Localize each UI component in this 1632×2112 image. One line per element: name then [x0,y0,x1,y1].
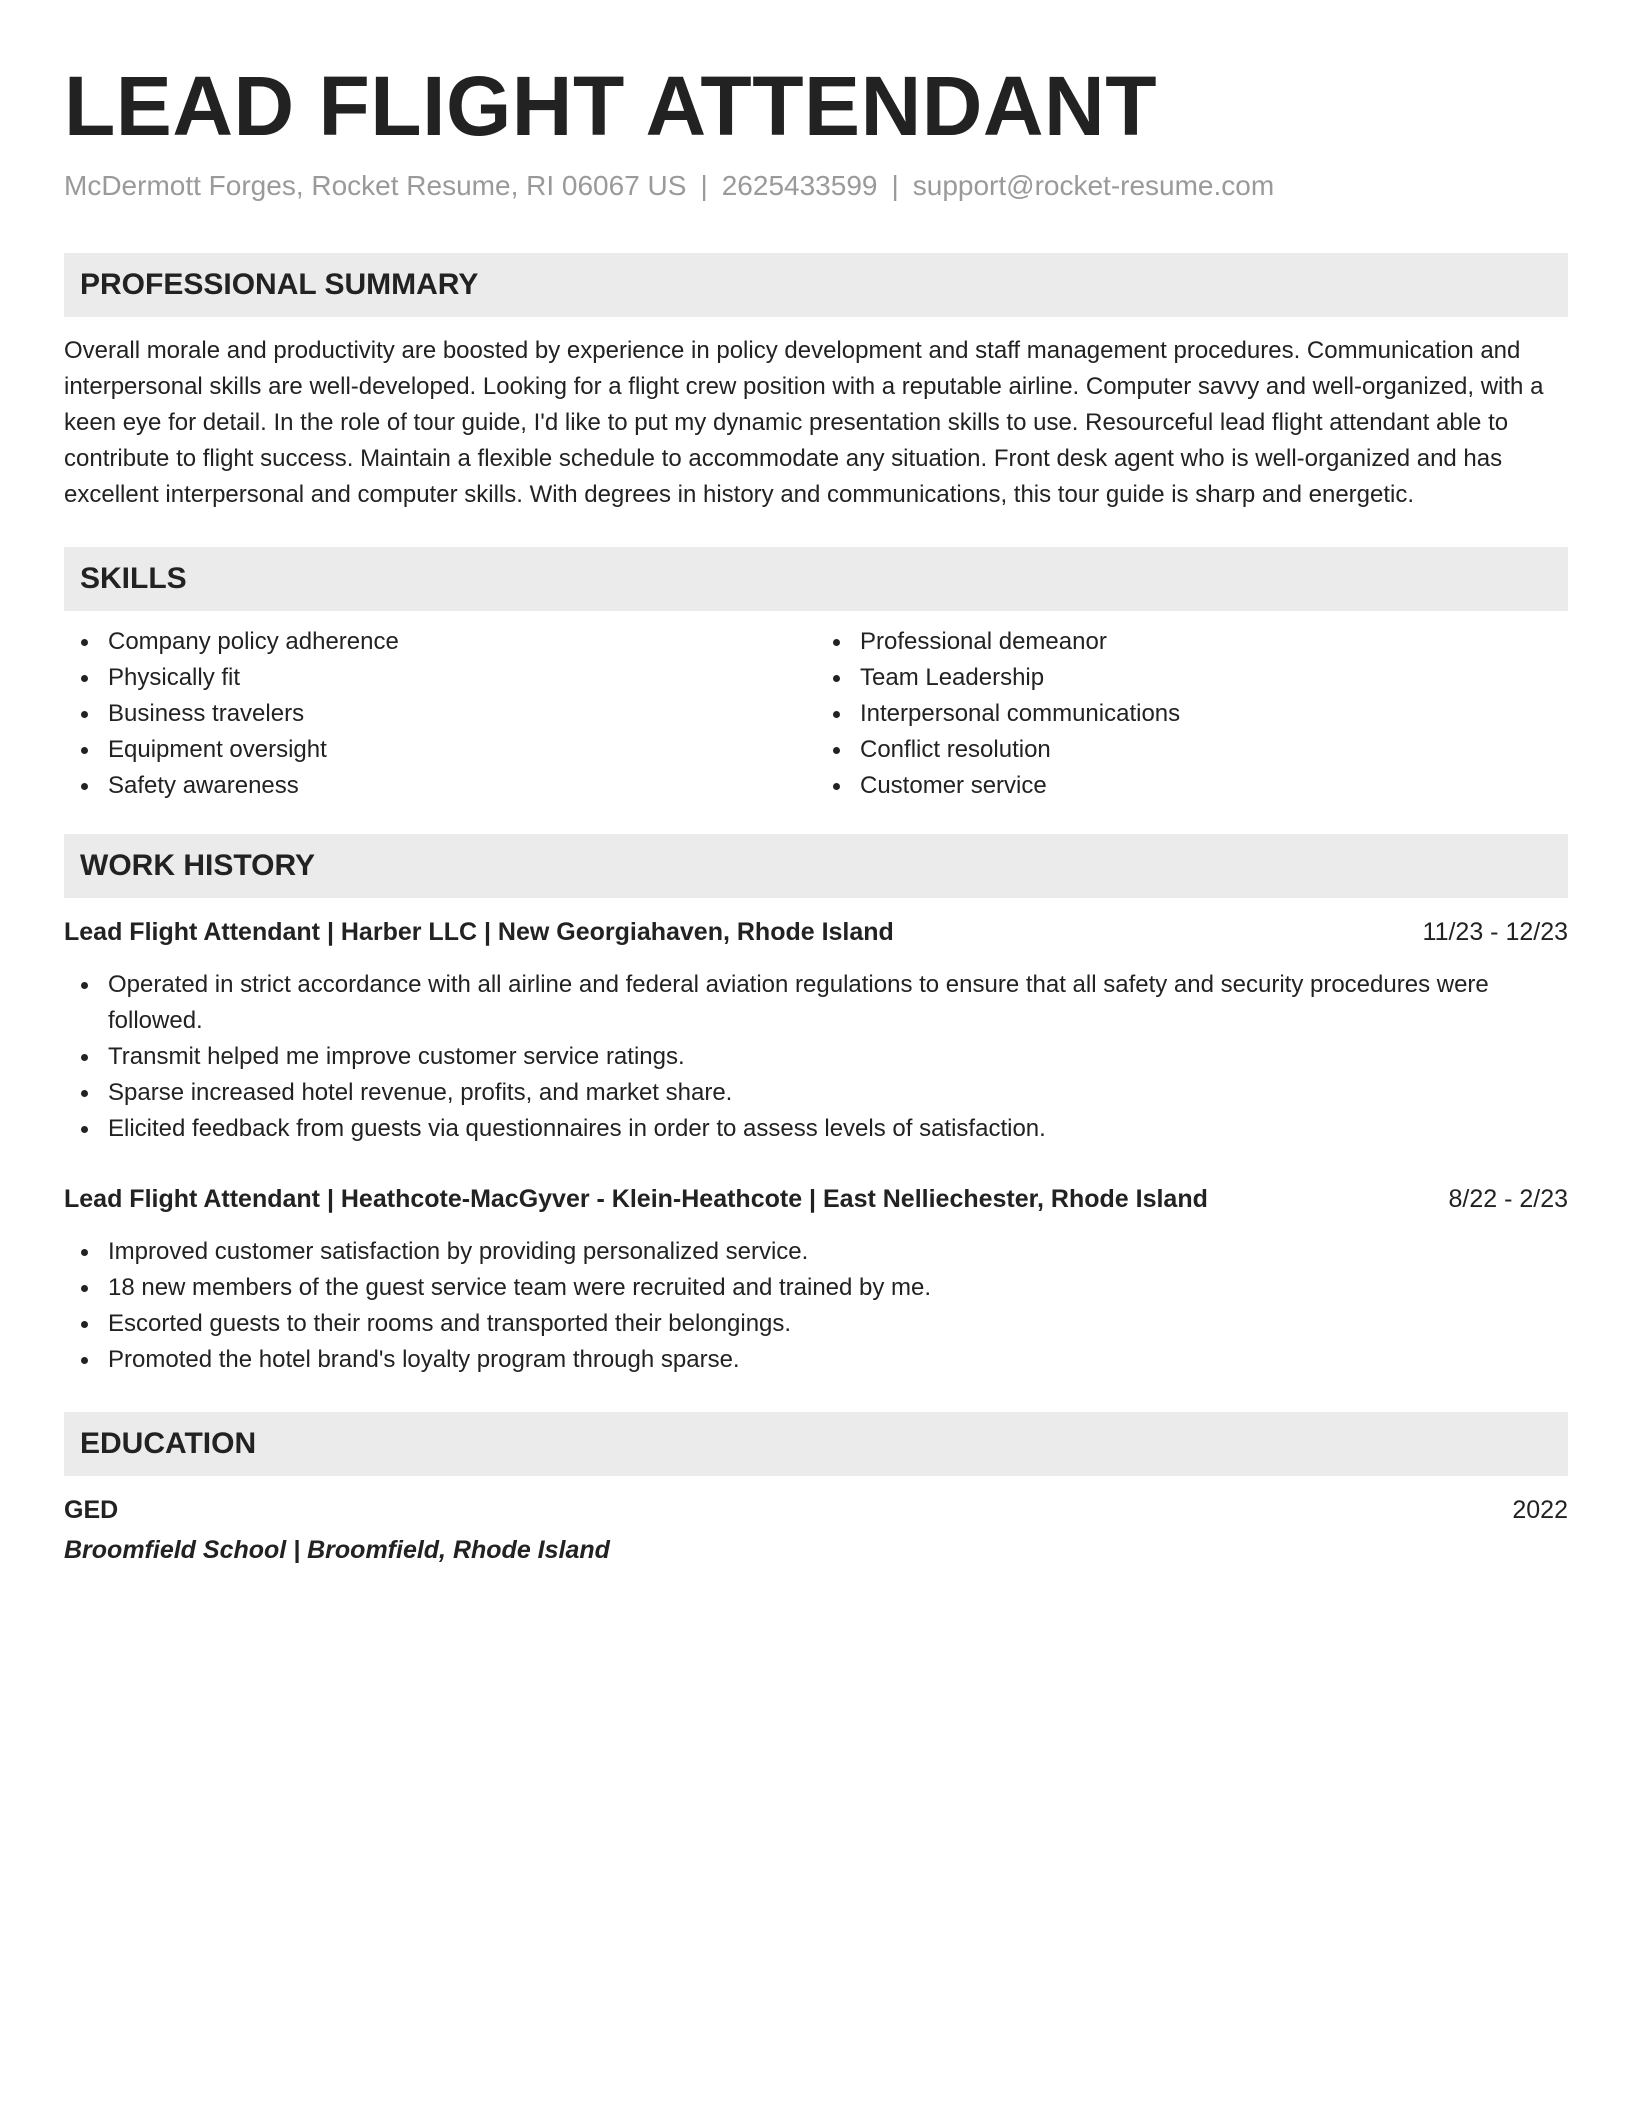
skills-list-right [816,624,1568,804]
skill-item: Equipment oversight [108,732,816,768]
skill-item: Team Leadership [860,660,1568,696]
job-bullet: Promoted the hotel brand's loyalty program through sparse. [108,1342,1568,1378]
contact-email: support@rocket-resume.com [912,170,1275,201]
skill-item: Professional demeanor [860,624,1568,660]
contact-separator: | [700,170,708,201]
skills-list-left [64,624,816,804]
job-title: Lead Flight Attendant | Heathcote-MacGyver - Klein-Heathcote | East Nelliechester, Rhode Island [64,1185,1208,1213]
section-heading-summary: PROFESSIONAL SUMMARY [64,253,1568,317]
skill-item: Safety awareness [108,768,816,804]
resume-title: LEAD FLIGHT ATTENDANT [64,59,1158,153]
job-bullets [64,967,1568,1147]
section-heading-skills: SKILLS [64,547,1568,611]
contact-separator: | [891,170,899,201]
skill-item: Business travelers [108,696,816,732]
job-entry [64,914,1568,1147]
section-heading-education: EDUCATION [64,1412,1568,1476]
job-bullet: Elicited feedback from guests via questionnaires in order to assess levels of satisfaction. [108,1111,1568,1147]
job-bullet: Improved customer satisfaction by providing personalized service. [108,1234,1568,1270]
skill-item: Physically fit [108,660,816,696]
contact-phone: 2625433599 [721,170,878,201]
summary-text: Overall morale and productivity are boosted by experience in policy development and staff management procedures. Communication and interpersonal skills are well-developed. Looking for a flight crew position with a reputable airline. Computer savvy and well-organized, with a keen eye for detail. In the role of tour guide, I'd like to put my dynamic presentation skills to use. Resourceful lead flight attendant able to contribute to flight success. Maintain a flexible schedule to accommodate any situation. Front desk agent who is well-organized and has excellent interpersonal and computer skills. With degrees in history and communications, this tour guide is sharp and energetic. [64,337,1544,508]
job-title: Lead Flight Attendant | Harber LLC | New Georgiahaven, Rhode Island [64,918,894,946]
skill-item: Customer service [860,768,1568,804]
job-bullets [64,1234,1568,1378]
contact-line [64,168,1568,204]
skill-item: Company policy adherence [108,624,816,660]
job-bullet: Transmit helped me improve customer service ratings. [108,1039,1568,1075]
job-bullet: Escorted guests to their rooms and transported their belongings. [108,1306,1568,1342]
job-header [64,914,1568,950]
job-header [64,1181,1568,1217]
education-degree: GED [64,1496,119,1524]
section-heading-work-history: WORK HISTORY [64,834,1568,898]
job-bullet: Operated in strict accordance with all airline and federal aviation regulations to ensure that all safety and security procedures were followed. [108,967,1568,1039]
contact-address: McDermott Forges, Rocket Resume, RI 06067 US [64,170,687,201]
education-year: 2022 [1512,1496,1568,1524]
job-dates: 11/23 - 12/23 [1422,918,1568,946]
skill-item: Interpersonal communications [860,696,1568,732]
education-entry [64,1492,1568,1528]
job-entry [64,1181,1568,1378]
job-dates: 8/22 - 2/23 [1448,1185,1568,1213]
education-school: Broomfield School | Broomfield, Rhode Island [64,1536,610,1564]
skills-grid [64,624,1568,804]
job-bullet: Sparse increased hotel revenue, profits, and market share. [108,1075,1568,1111]
job-bullet: 18 new members of the guest service team were recruited and trained by me. [108,1270,1568,1306]
skill-item: Conflict resolution [860,732,1568,768]
